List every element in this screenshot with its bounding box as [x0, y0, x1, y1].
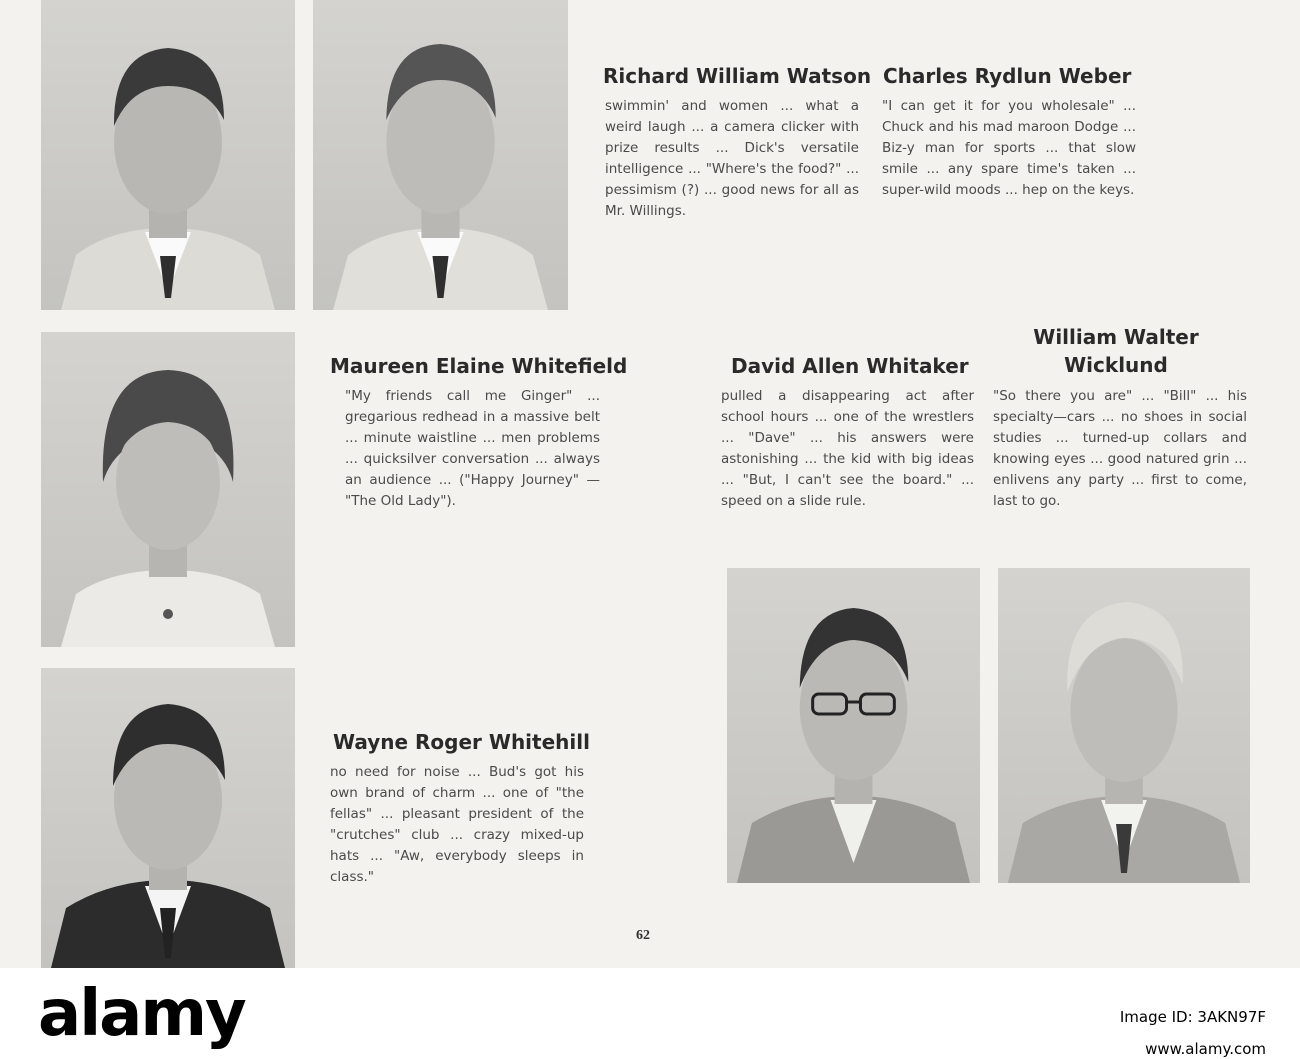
portrait-photo-girl	[41, 332, 295, 647]
student-name: Wayne Roger Whitehill	[333, 730, 590, 754]
alamy-logo: alamy	[38, 977, 245, 1051]
portrait-photo-boy	[41, 0, 295, 310]
portrait-silhouette	[41, 332, 295, 647]
student-bio: pulled a disappearing act after school hours ... one of the wrestlers ... "Dave" ... his answers were astonishing ... the kid with big ideas ... "But, I can't see the board." ... speed on a slide rule.	[721, 388, 974, 509]
image-id	[1120, 1003, 1266, 1028]
portrait-silhouette	[41, 0, 295, 310]
portrait-silhouette	[313, 0, 568, 310]
page-number: 62	[636, 928, 650, 943]
portrait-photo-boy	[313, 0, 568, 310]
student-name: Maureen Elaine Whitefield	[330, 354, 628, 378]
student-bio: swimmin' and women ... what a weird laugh ... a camera clicker with prize results ... Dick's versatile intelligence ... "Where's the food?" ... pessimism (?) ... good news for all as Mr. Willings.	[605, 98, 859, 219]
student-bio: no need for noise ... Bud's got his own brand of charm ... one of "the fellas" ... pleasant president of the "crutches" club ... crazy mixed-up hats ... "Aw, everybody sleeps in class."	[330, 764, 584, 885]
student-bio: "I can get it for you wholesale" ... Chuck and his mad maroon Dodge ... Biz-y man for sports ... that slow smile ... any spare time's taken ... super-wild moods ... hep on the keys.	[882, 98, 1136, 198]
student-name: Charles Rydlun Weber	[883, 64, 1132, 88]
portrait-photo-boy	[41, 668, 295, 968]
portrait-silhouette	[41, 668, 295, 968]
portrait-photo-boy	[727, 568, 980, 883]
student-name: David Allen Whitaker	[731, 354, 969, 378]
image-id-label: Image ID: 3AKN97F	[1119, 1008, 1266, 1026]
student-bio: "So there you are" ... "Bill" ... his specialty—cars ... no shoes in social studies ... turned-up collars and knowing eyes ... good natured grin ... enlivens any party ... first to come, last to go.	[993, 388, 1247, 509]
student-bio: "My friends call me Ginger" ... gregarious redhead in a massive belt ... minute waistline ... men problems ... quicksilver conversation ... always an audience ... ("Happy Journey" — "The Old Lady").	[345, 388, 600, 509]
portrait-silhouette	[727, 568, 980, 883]
student-name: William Walter Wicklund	[1033, 325, 1199, 377]
student-name: Richard William Watson	[603, 64, 872, 88]
watermark-url: www.alamy.com	[1145, 1040, 1266, 1058]
portrait-silhouette	[998, 568, 1250, 883]
portrait-photo-boy	[998, 568, 1250, 883]
